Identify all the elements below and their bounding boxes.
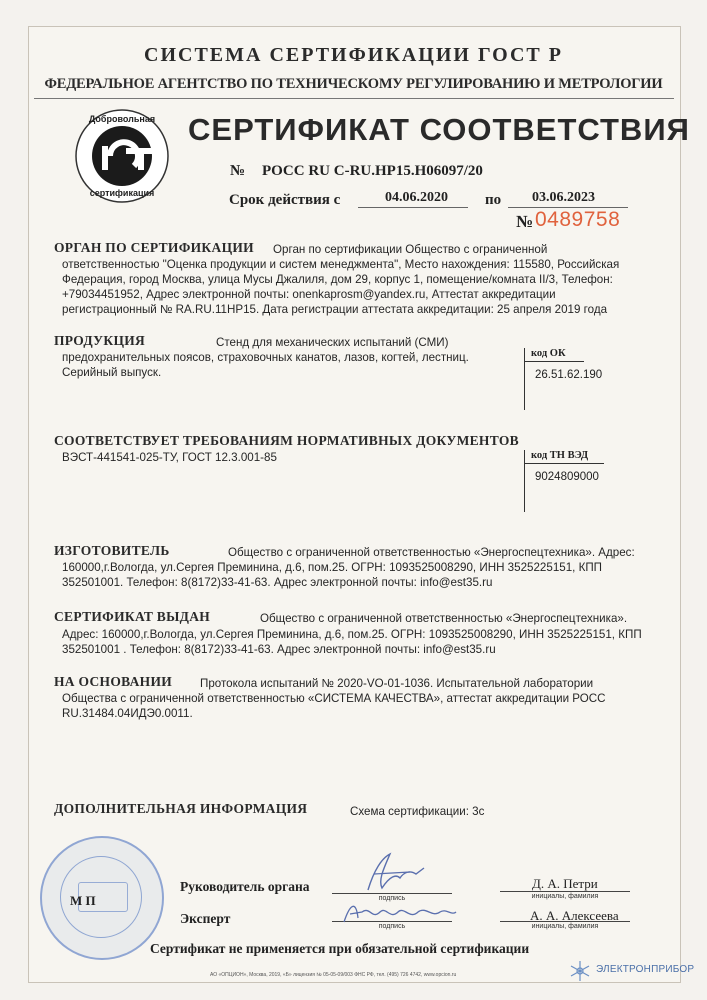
issued-line-2: Адрес: 160000,г.Вологда, ул.Сергея Преминина, д.6, пом.25. ОГРН: 1093525008290, ИНН 3525225151, КПП	[62, 628, 642, 641]
manufacturer-line-3: 352501001. Телефон: 8(8172)33-41-63. Адрес электронной почты: info@est35.ru	[62, 576, 493, 589]
additional-heading: ДОПОЛНИТЕЛЬНАЯ ИНФОРМАЦИЯ	[54, 801, 308, 816]
code-ok-divider	[524, 361, 584, 362]
date-from-underline	[358, 207, 468, 208]
head-sign-caption: подпись	[378, 895, 406, 902]
logo-top-text: Добровольная	[88, 114, 156, 124]
head-signature	[360, 850, 430, 896]
additional-text: Схема сертификации: 3с	[350, 805, 485, 818]
issued-line-3: 352501001 . Телефон: 8(8172)33-41-63. Адрес электронной почты: info@est35.ru	[62, 643, 496, 656]
product-line-1: Стенд для механических испытаний (СМИ)	[216, 336, 449, 349]
basis-line-2: Общества с ограниченной ответственностью «СИСТЕМА КАЧЕСТВА», аттестат аккредитации РОСС	[62, 692, 606, 705]
expert-name-caption: инициалы, фамилия	[531, 923, 599, 930]
logo-bottom-text: сертификация	[89, 188, 155, 198]
organ-heading: ОРГАН ПО СЕРТИФИКАЦИИ	[54, 240, 254, 255]
stamp-seal	[40, 836, 164, 960]
cert-number: РОСС RU C-RU.HP15.H06097/20	[262, 163, 483, 179]
conformity-docs: ВЭСТ-441541-025-ТУ, ГОСТ 12.3.001-85	[62, 451, 277, 464]
head-label: Руководитель органа	[180, 879, 310, 894]
product-line-2: предохранительных поясов, страховочных канатов, лазов, когтей, лестниц.	[62, 351, 469, 364]
manufacturer-line-1: Общество с ограниченной ответственностью «Энергоспецтехника». Адрес:	[228, 546, 635, 559]
snowflake-icon	[568, 959, 592, 983]
footer-notice: Сертификат не применяется при обязательной сертификации	[150, 941, 530, 956]
blank-number-label: №	[516, 212, 534, 231]
printer-info: АО «ОПЦИОН», Москва, 2019, «Б» лицензия № 05-05-09/003 ФНС РФ, тел. (495) 726 4742, www.opcion.ru	[210, 972, 457, 978]
validity-label: Срок действия с	[229, 192, 341, 208]
manufacturer-heading: ИЗГОТОВИТЕЛЬ	[54, 543, 170, 558]
validity-to: 03.06.2023	[532, 190, 595, 205]
organ-line-4: +79034451952, Адрес электронной почты: onenkaprosm@yandex.ru, Аттестат аккредитации	[62, 288, 556, 301]
issued-heading: СЕРТИФИКАТ ВЫДАН	[54, 609, 211, 624]
code-tn-divider	[524, 463, 604, 464]
validity-from: 04.06.2020	[385, 190, 448, 205]
expert-name: А. А. Алексеева	[530, 908, 619, 923]
product-line-3: Серийный выпуск.	[62, 366, 162, 379]
system-title: СИСТЕМА СЕРТИФИКАЦИИ ГОСТ Р	[144, 44, 563, 66]
blank-number: 0489758	[535, 208, 621, 231]
gost-r-logo	[74, 108, 170, 204]
conformity-heading: СООТВЕТСТВУЕТ ТРЕБОВАНИЯМ НОРМАТИВНЫХ ДОКУМЕНТОВ	[54, 433, 519, 448]
basis-heading: НА ОСНОВАНИИ	[54, 674, 173, 689]
expert-sign-caption: подпись	[378, 923, 406, 930]
organ-line-1: Орган по сертификации Общество с ограниченной	[273, 243, 548, 256]
code-tn-box	[524, 450, 599, 512]
code-ok-box	[524, 348, 602, 410]
organ-line-3: Федерация, город Москва, улица Мусы Джалиля, дом 29, корпус 1, помещение/комната II/3, Телефон:	[62, 273, 613, 286]
basis-line-3: RU.31484.04ИДЭ0.0011.	[62, 707, 193, 720]
code-ok-label: код ОК	[531, 348, 566, 359]
code-ok-value: 26.51.62.190	[535, 369, 603, 381]
organ-line-5: регистрационный № RA.RU.11HP15. Дата регистрации аттестата аккредитации: 25 апреля 2019 года	[62, 303, 608, 316]
head-name-caption: инициалы, фамилия	[531, 893, 599, 900]
certificate-title: СЕРТИФИКАТ СООТВЕТСТВИЯ	[188, 112, 690, 147]
head-name: Д. А. Петри	[532, 876, 598, 891]
header-divider	[34, 98, 674, 99]
manufacturer-line-2: 160000,г.Вологда, ул.Сергея Преминина, д.6, пом.25. ОГРН: 1093525008290, ИНН 3525225151, КПП	[62, 561, 603, 574]
code-tn-value: 9024809000	[535, 471, 599, 483]
product-heading: ПРОДУКЦИЯ	[54, 333, 146, 348]
code-tn-label: код ТН ВЭД	[531, 450, 589, 461]
brand-name: ЭЛЕКТРОНПРИБОР	[596, 964, 695, 975]
expert-label: Эксперт	[180, 911, 231, 926]
validity-to-label: по	[485, 192, 502, 208]
organ-line-2: ответственностью "Оценка продукции и систем менеджмента", Место нахождения: 115580, Российская	[62, 258, 620, 271]
cert-number-label: №	[230, 163, 246, 179]
expert-name-line	[500, 921, 630, 922]
agency-title: ФЕДЕРАЛЬНОЕ АГЕНТСТВО ПО ТЕХНИЧЕСКОМУ РЕГУЛИРОВАНИЮ И МЕТРОЛОГИИ	[44, 76, 663, 92]
expert-signature	[340, 898, 460, 928]
issued-line-1: Общество с ограниченной ответственностью «Энергоспецтехника».	[260, 612, 628, 625]
mp-label: М П	[70, 893, 96, 908]
head-name-line	[500, 891, 630, 892]
basis-line-1: Протокола испытаний № 2020-VO-01-1036. Испытательной лаборатории	[200, 677, 594, 690]
